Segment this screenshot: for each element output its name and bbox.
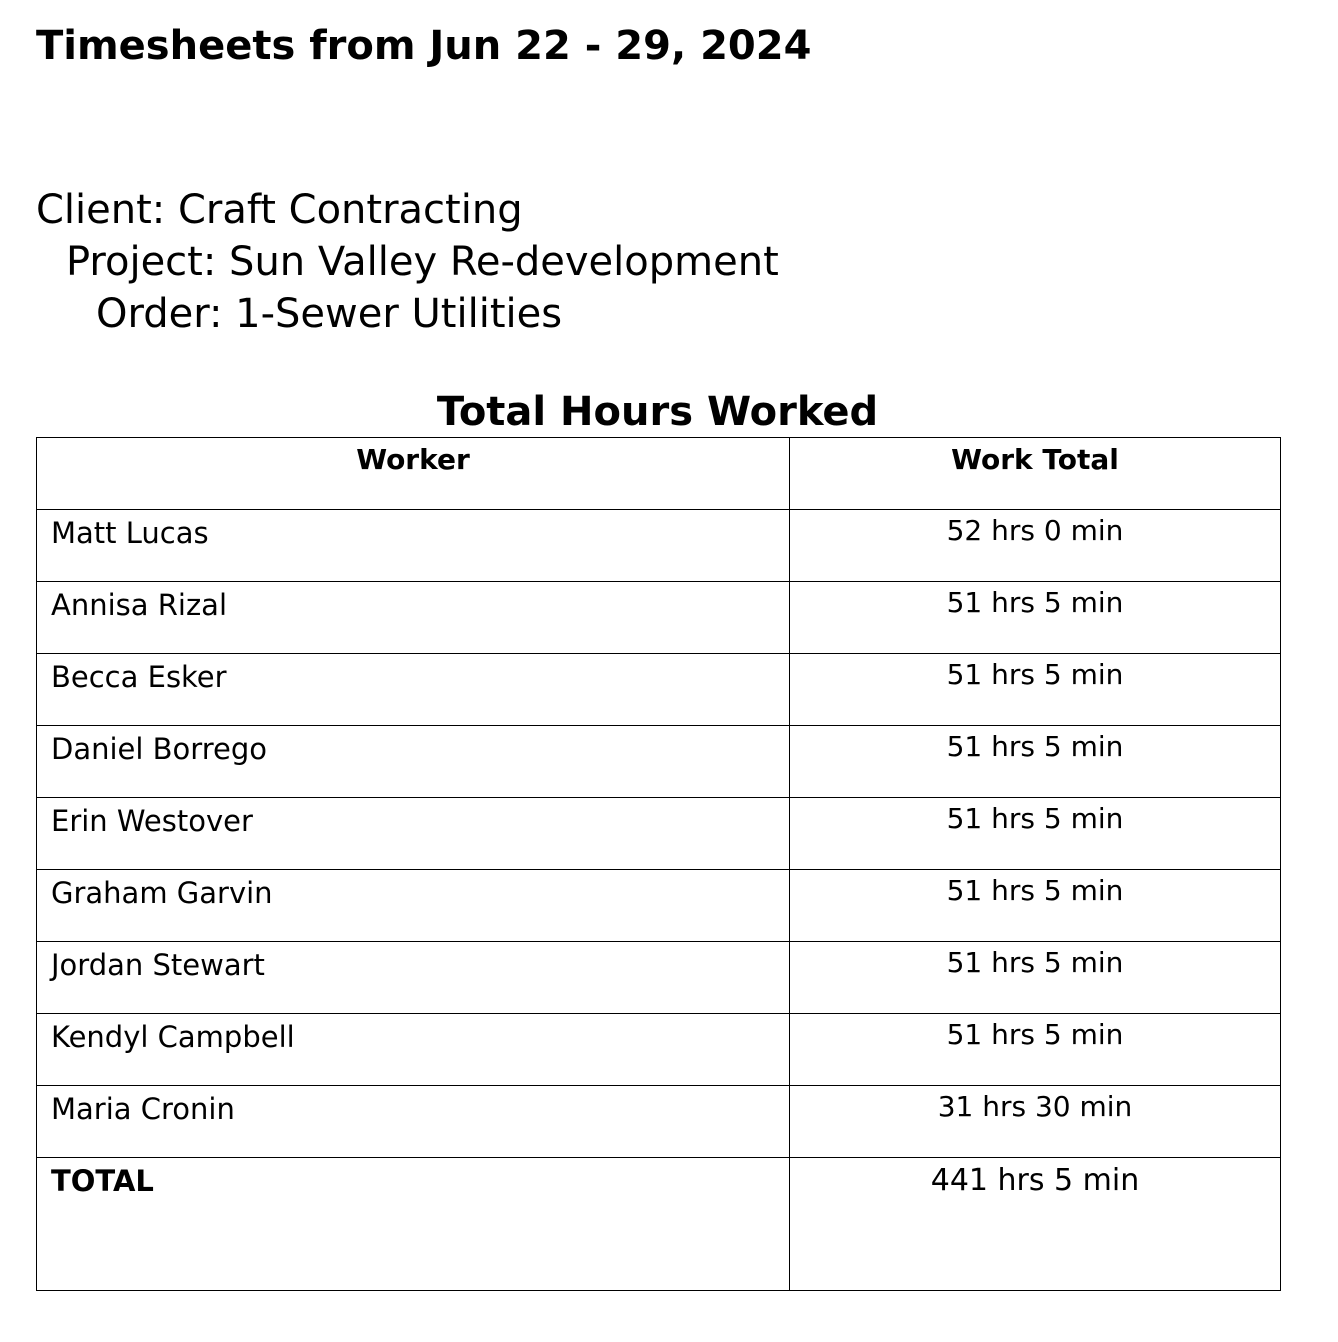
table-row bbox=[37, 654, 1281, 726]
worker-name-cell: Annisa Rizal bbox=[37, 582, 790, 654]
work-total-cell: 51 hrs 5 min bbox=[790, 870, 1281, 942]
worker-name-cell: Erin Westover bbox=[37, 798, 790, 870]
client-line: Client: Craft Contracting bbox=[36, 187, 523, 233]
total-row bbox=[37, 1158, 1281, 1291]
table-row bbox=[37, 1014, 1281, 1086]
table-row bbox=[37, 870, 1281, 942]
hours-table bbox=[36, 437, 1281, 1291]
work-total-cell: 51 hrs 5 min bbox=[790, 654, 1281, 726]
work-total-cell: 51 hrs 5 min bbox=[790, 582, 1281, 654]
work-total-cell: 31 hrs 30 min bbox=[790, 1086, 1281, 1158]
order-line: Order: 1-Sewer Utilities bbox=[96, 291, 563, 337]
page-title: Timesheets from Jun 22 - 29, 2024 bbox=[36, 23, 812, 69]
total-value-cell: 441 hrs 5 min bbox=[790, 1158, 1281, 1291]
work-total-cell: 51 hrs 5 min bbox=[790, 942, 1281, 1014]
worker-name-cell: Matt Lucas bbox=[37, 510, 790, 582]
table-row bbox=[37, 942, 1281, 1014]
worker-name-cell: Becca Esker bbox=[37, 654, 790, 726]
table-row bbox=[37, 1086, 1281, 1158]
table-row bbox=[37, 726, 1281, 798]
project-line: Project: Sun Valley Re-development bbox=[66, 239, 779, 285]
worker-name-cell: Daniel Borrego bbox=[37, 726, 790, 798]
table-row bbox=[37, 510, 1281, 582]
worker-name-cell: Maria Cronin bbox=[37, 1086, 790, 1158]
worker-name-cell: Jordan Stewart bbox=[37, 942, 790, 1014]
worker-column-header: Worker bbox=[37, 438, 790, 510]
table-header-row bbox=[37, 438, 1281, 510]
work-total-cell: 51 hrs 5 min bbox=[790, 798, 1281, 870]
worker-name-cell: Kendyl Campbell bbox=[37, 1014, 790, 1086]
worker-name-cell: Graham Garvin bbox=[37, 870, 790, 942]
work-total-cell: 51 hrs 5 min bbox=[790, 726, 1281, 798]
work-total-column-header: Work Total bbox=[790, 438, 1281, 510]
table-title: Total Hours Worked bbox=[436, 389, 879, 435]
work-total-cell: 51 hrs 5 min bbox=[790, 1014, 1281, 1086]
table-row bbox=[37, 582, 1281, 654]
total-label-cell: TOTAL bbox=[37, 1158, 790, 1291]
table-row bbox=[37, 798, 1281, 870]
work-total-cell: 52 hrs 0 min bbox=[790, 510, 1281, 582]
